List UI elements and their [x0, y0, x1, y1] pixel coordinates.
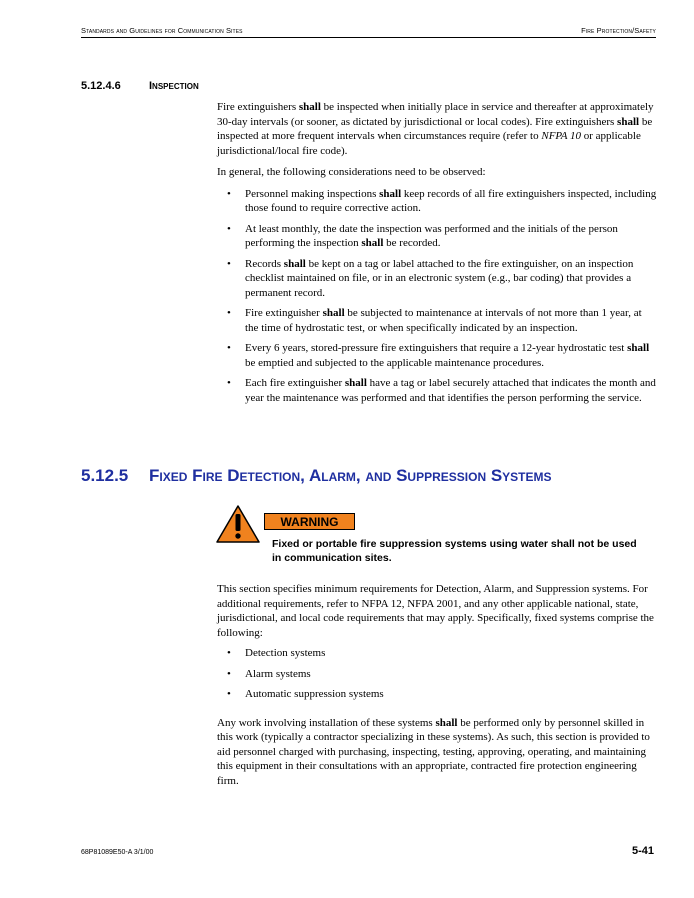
- text-run-bold: shall: [435, 716, 458, 729]
- list-item: • Automatic suppression systems: [217, 687, 657, 702]
- warning-label: WARNING: [264, 513, 355, 530]
- text-run: At least monthly, the date the inspection was performed and the initials of the person performing the inspection: [245, 222, 618, 249]
- text-run-bold: shall: [617, 115, 640, 128]
- text-run: be emptied and subjected to the applicable maintenance procedures.: [245, 356, 545, 369]
- text-run: Any work involving installation of these systems: [217, 716, 436, 729]
- text-run-bold: shall: [361, 237, 384, 249]
- warning-triangle-icon: [216, 505, 260, 543]
- text-run-bold: shall: [379, 187, 402, 200]
- text-run: keep records of all fire extinguishers inspected, including those found to require corrective action.: [245, 187, 657, 214]
- systems-bullet-list: [217, 646, 657, 702]
- list-item: [217, 306, 657, 335]
- text-run: be kept on a tag or label attached to the fire extinguisher, on an inspection checklist maintained on file, or in an electronic system (e.g., bar coding) that provides a permanent record.: [245, 257, 634, 299]
- text-run: be recorded.: [383, 237, 441, 249]
- list-item: • Alarm systems: [217, 667, 657, 682]
- footer-doc-id: 68P81089E50-A 3/1/00: [81, 849, 154, 856]
- section-title: Inspection: [149, 80, 199, 92]
- list-item: [217, 257, 657, 301]
- text-run: Personnel making inspections: [245, 187, 380, 200]
- inspection-paragraph-1: [217, 100, 657, 158]
- inspection-bullet-list: [217, 187, 657, 406]
- text-run-bold: shall: [344, 377, 367, 389]
- text-run: Fire extinguishers: [217, 101, 299, 113]
- text-run: Fire extinguisher: [245, 307, 323, 319]
- systems-paragraph-2: [217, 716, 657, 789]
- list-item: [217, 222, 657, 251]
- section-heading-5-12-5: [81, 466, 552, 486]
- text-run: Each fire extinguisher: [245, 377, 345, 389]
- section-number: 5.12.5: [81, 466, 129, 485]
- running-header-right: Fire Protection/Safety: [581, 26, 656, 35]
- text-run: have a tag or label securely attached that indicates the month and year the maintenance was performed and that identifies the person performing the service.: [245, 377, 656, 404]
- text-run: Every 6 years, stored-pressure fire extinguishers that require a 12-year hydrostatic test: [245, 342, 628, 354]
- section-number: 5.12.4.6: [81, 80, 121, 92]
- list-item: [217, 187, 657, 216]
- header-rule: [81, 37, 656, 38]
- text-run: be inspected at more frequent intervals when circumstances require (refer to: [217, 115, 653, 142]
- text-run: or applicable jurisdictional/local fire code).: [217, 130, 641, 157]
- list-item: • Detection systems: [217, 646, 657, 661]
- list-item: [217, 376, 657, 405]
- list-item: [217, 341, 657, 370]
- text-run: be inspected when initially place in service and thereafter at approximately 30-day intervals (or sooner, as dictated by jurisdictional or local codes). Fire extinguishers: [217, 101, 654, 128]
- text-run-italic: NFPA 10: [541, 130, 581, 142]
- running-header-left: Standards and Guidelines for Communication Sites: [81, 26, 243, 35]
- footer-page-number: 5-41: [631, 845, 654, 857]
- text-run-bold: shall: [283, 257, 306, 270]
- warning-text: Fixed or portable fire suppression systems using water shall not be used in communication sites.: [272, 538, 637, 564]
- section-title: Fixed Fire Detection, Alarm, and Suppression Systems: [149, 466, 552, 485]
- systems-paragraph-1: This section specifies minimum requirements for Detection, Alarm, and Suppression systems. For additional requirements, refer to NFPA 12, NFPA 2001, and any other applicable national, state, jurisdictional, and local code requirements that may apply. Specifically, fixed systems comprise the following:: [217, 583, 654, 639]
- text-run: Records: [245, 257, 284, 270]
- text-run: be performed only by personnel skilled in this work (typically a contractor specializing in these systems). As such, this section is provided to aid personnel charged with purchasing, inspecting, testing, approving, operating, and maintaining this equipment in their consultations with an appropriate, contracted fire protection engineering firm.: [217, 716, 650, 787]
- text-run-bold: shall: [298, 101, 321, 113]
- section-heading-5-12-4-6: [81, 80, 199, 92]
- inspection-paragraph-2: In general, the following considerations need to be observed:: [217, 166, 486, 178]
- systems-body: [217, 582, 657, 788]
- text-run-bold: shall: [627, 342, 650, 354]
- text-run-bold: shall: [322, 307, 345, 319]
- inspection-body: [217, 100, 657, 411]
- text-run: be subjected to maintenance at intervals of not more than 1 year, at the time of hydrostatic test, or when specifically indicated by an inspection.: [245, 307, 642, 334]
